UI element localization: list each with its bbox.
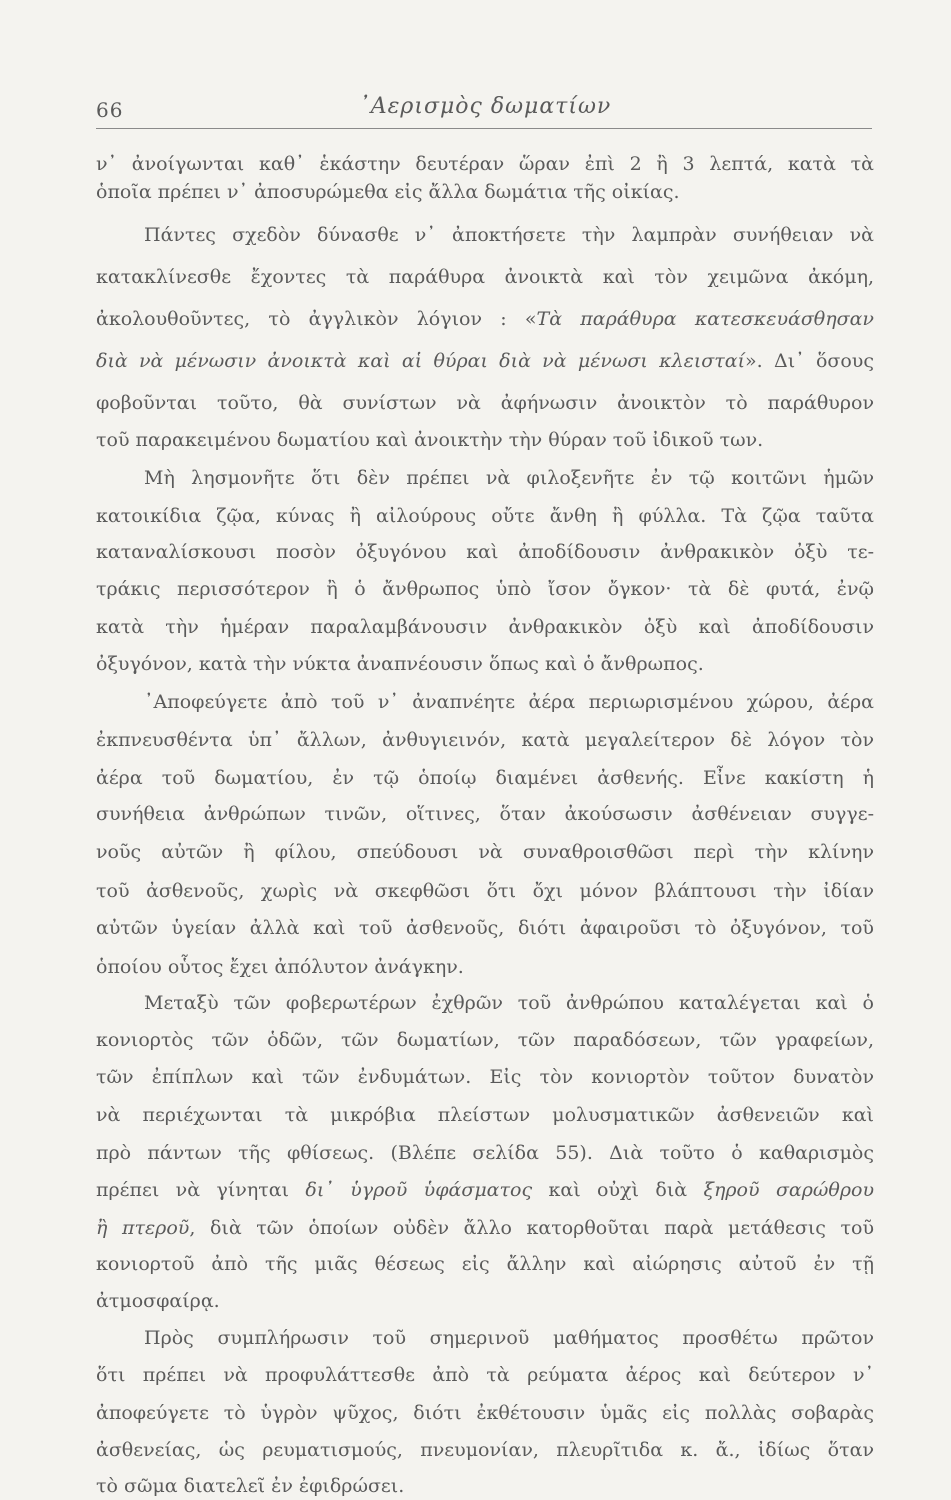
text-line bbox=[96, 540, 874, 564]
text-line bbox=[96, 916, 874, 940]
text-segment: ἀκολουθοῦντες, τὸ ἀγγλικὸν λόγιον : « bbox=[96, 308, 537, 330]
text-line bbox=[96, 1141, 874, 1165]
text-segment: τὸ σῶμα διατελεῖ ἐν ἐφιδρώσει. bbox=[96, 1475, 405, 1497]
text-segment: καταναλίσκουσι ποσὸν ὀξυγόνου καὶ ἀποδίδουσιν ἀνθρακικὸν ὀξὺ τε- bbox=[96, 541, 874, 563]
text-line bbox=[96, 1028, 874, 1052]
text-segment: ἀτμοσφαίρᾳ. bbox=[96, 1290, 220, 1312]
header-rule bbox=[96, 128, 872, 129]
text-segment: ἀσθενείας, ὡς ρευματισμούς, πνευμονίαν, πλευρῖτιδα κ. ἄ., ἰδίως ὅταν bbox=[96, 1439, 874, 1461]
italic-phrase: διὰ νὰ μένωσιν ἀνοικτὰ καὶ αἱ θύραι διὰ νὰ μένωσι κλεισταί bbox=[96, 350, 746, 372]
text-line bbox=[96, 991, 874, 1015]
text-segment: Μεταξὺ τῶν φοβερωτέρων ἐχθρῶν τοῦ ἀνθρώπου καταλέγεται καὶ ὁ bbox=[144, 992, 874, 1014]
text-segment: τράκις περισσότερον ἢ ὁ ἄνθρωπος ὑπὸ ἴσον ὄγκον· τὰ δὲ φυτά, ἐνῷ bbox=[96, 578, 874, 600]
text-segment: ὅτι πρέπει νὰ προφυλάττεσθε ἀπὸ τὰ ρεύματα ἀέρος καὶ δεύτερον ν᾽ bbox=[96, 1364, 874, 1386]
text-line bbox=[96, 766, 874, 790]
text-segment: νοῦς αὐτῶν ἢ φίλου, σπεύδουσι νὰ συναθροισθῶσι περὶ τὴν κλίνην bbox=[96, 841, 874, 863]
text-line bbox=[96, 955, 874, 979]
text-segment: ἐκπνευσθέντα ὑπ᾽ ἄλλων, ἀνθυγιεινόν, κατὰ μεγαλείτερον δὲ λόγον τὸν bbox=[96, 729, 874, 751]
text-line bbox=[96, 180, 874, 204]
text-line bbox=[96, 1289, 874, 1313]
text-line bbox=[96, 652, 874, 676]
text-segment: φοβοῦνται τοῦτο, θὰ συνίστων νὰ ἀφήνωσιν ἀνοικτὸν τὸ παράθυρον bbox=[96, 392, 874, 414]
text-segment: ᾽Αποφεύγετε ἀπὸ τοῦ ν᾽ ἀναπνέητε ἀέρα περιωρισμένου χώρου, ἀέρα bbox=[144, 691, 874, 713]
text-line bbox=[96, 265, 874, 289]
text-segment: Πάντες σχεδὸν δύνασθε ν᾽ ἀποκτήσετε τὴν λαμπρὰν συνήθειαν νὰ bbox=[144, 224, 874, 246]
text-line bbox=[96, 879, 874, 903]
page-header bbox=[96, 92, 874, 132]
text-segment: Μὴ λησμονῆτε ὅτι δὲν πρέπει νὰ φιλοξενῆτε ἐν τῷ κοιτῶνι ἡμῶν bbox=[144, 467, 874, 489]
italic-phrase: δι᾽ ὑγροῦ ὑφάσματος bbox=[305, 1179, 533, 1201]
text-segment: ἀποφεύγετε τὸ ὑγρὸν ψῦχος, διότι ἐκθέτουσιν ὑμᾶς εἰς πολλὰς σοβαρὰς bbox=[96, 1402, 874, 1424]
text-segment: ἀέρα τοῦ δωματίου, ἐν τῷ ὁποίῳ διαμένει ἀσθενής. Εἶνε κακίστη ἡ bbox=[96, 767, 874, 789]
text-segment: κατὰ τὴν ἡμέραν παραλαμβάνουσιν ἀνθρακικὸν ὀξὺ καὶ ἀποδίδουσιν bbox=[96, 616, 874, 638]
text-segment: καὶ οὐχὶ διὰ bbox=[532, 1179, 704, 1201]
text-segment: πρέπει νὰ γίνηται bbox=[96, 1179, 306, 1201]
text-segment: ὁποίου οὗτος ἔχει ἀπόλυτον ἀνάγκην. bbox=[96, 956, 464, 978]
text-segment: Πρὸς συμπλήρωσιν τοῦ σημερινοῦ μαθήματος προσθέτω πρῶτον bbox=[144, 1327, 874, 1349]
text-line bbox=[96, 1401, 874, 1425]
text-segment: αὐτῶν ὑγείαν ἀλλὰ καὶ τοῦ ἀσθενοῦς, διότι ἀφαιροῦσι τὸ ὀξυγόνον, τοῦ bbox=[96, 917, 874, 939]
text-line bbox=[96, 802, 874, 826]
text-segment: συνήθεια ἀνθρώπων τινῶν, οἵτινες, ὅταν ἀκούσωσιν ἀσθένειαν συγγε- bbox=[96, 803, 874, 825]
text-segment: τοῦ παρακειμένου δωματίου καὶ ἀνοικτὴν τὴν θύραν τοῦ ἰδικοῦ των. bbox=[96, 429, 764, 451]
text-segment: κατακλίνεσθε ἔχοντες τὰ παράθυρα ἀνοικτὰ καὶ τὸν χειμῶνα ἀκόμη, bbox=[96, 266, 874, 288]
text-line bbox=[96, 391, 874, 415]
text-line bbox=[96, 728, 874, 752]
page-number: 66 bbox=[96, 98, 124, 122]
text-line bbox=[96, 1103, 874, 1127]
text-segment: νὰ περιέχωνται τὰ μικρόβια πλείστων μολυσματικῶν ἀσθενειῶν καὶ bbox=[96, 1104, 874, 1126]
text-segment: ». Δι᾽ ὅσους bbox=[745, 350, 874, 372]
text-line bbox=[96, 307, 874, 331]
text-segment: κατοικίδια ζῷα, κύνας ἢ αἰλούρους οὔτε ἄνθη ἢ φύλλα. Τὰ ζῷα ταῦτα bbox=[96, 505, 874, 527]
text-line bbox=[96, 1363, 874, 1387]
text-line bbox=[96, 1178, 874, 1202]
text-segment: κονιορτοῦ ἀπὸ τῆς μιᾶς θέσεως εἰς ἄλλην καὶ αἰώρησις αὐτοῦ ἐν τῇ bbox=[96, 1253, 874, 1275]
text-line bbox=[96, 504, 874, 528]
text-segment: κονιορτὸς τῶν ὁδῶν, τῶν δωματίων, τῶν παραδόσεων, τῶν γραφείων, bbox=[96, 1029, 874, 1051]
text-segment: ὀξυγόνον, κατὰ τὴν νύκτα ἀναπνέουσιν ὅπως καὶ ὁ ἄνθρωπος. bbox=[96, 653, 704, 675]
text-segment: ὁποῖα πρέπει ν᾽ ἀποσυρώμεθα εἰς ἄλλα δωμάτια τῆς οἰκίας. bbox=[96, 181, 680, 203]
text-line bbox=[96, 1326, 874, 1350]
italic-phrase: ξηροῦ σαρώθρου bbox=[703, 1179, 875, 1201]
running-title: ᾽Αερισμὸς δωματίων bbox=[358, 94, 612, 119]
text-segment: πρὸ πάντων τῆς φθίσεως. (Βλέπε σελίδα 55). Διὰ τοῦτο ὁ καθαρισμὸς bbox=[96, 1142, 874, 1164]
text-line bbox=[96, 1438, 874, 1462]
text-line bbox=[96, 466, 874, 490]
text-line bbox=[96, 1216, 874, 1240]
italic-phrase: ἢ πτεροῦ bbox=[96, 1217, 190, 1239]
text-line bbox=[96, 840, 874, 864]
text-line bbox=[96, 577, 874, 601]
text-segment: , διὰ τῶν ὁποίων οὐδὲν ἄλλο κατορθοῦται παρὰ μετάθεσις τοῦ bbox=[189, 1217, 875, 1239]
text-line bbox=[96, 223, 874, 247]
text-segment: τῶν ἐπίπλων καὶ τῶν ἐνδυμάτων. Εἰς τὸν κονιορτὸν τοῦτον δυνατὸν bbox=[96, 1066, 874, 1088]
italic-phrase: Τὰ παράθυρα κατεσκευάσθησαν bbox=[536, 308, 874, 330]
text-line bbox=[96, 615, 874, 639]
text-line bbox=[96, 428, 874, 452]
text-segment: τοῦ ἀσθενοῦς, χωρὶς νὰ σκεφθῶσι ὅτι ὄχι μόνον βλάπτουσι τὴν ἰδίαν bbox=[96, 880, 874, 902]
text-line bbox=[96, 1065, 874, 1089]
text-line bbox=[96, 1474, 874, 1498]
text-line bbox=[96, 1252, 874, 1276]
text-segment: ν᾽ ἀνοίγωνται καθ᾽ ἑκάστην δευτέραν ὥραν ἐπὶ 2 ἢ 3 λεπτά, κατὰ τὰ bbox=[96, 153, 874, 175]
text-line bbox=[96, 152, 874, 176]
text-line bbox=[96, 690, 874, 714]
text-line bbox=[96, 349, 874, 373]
